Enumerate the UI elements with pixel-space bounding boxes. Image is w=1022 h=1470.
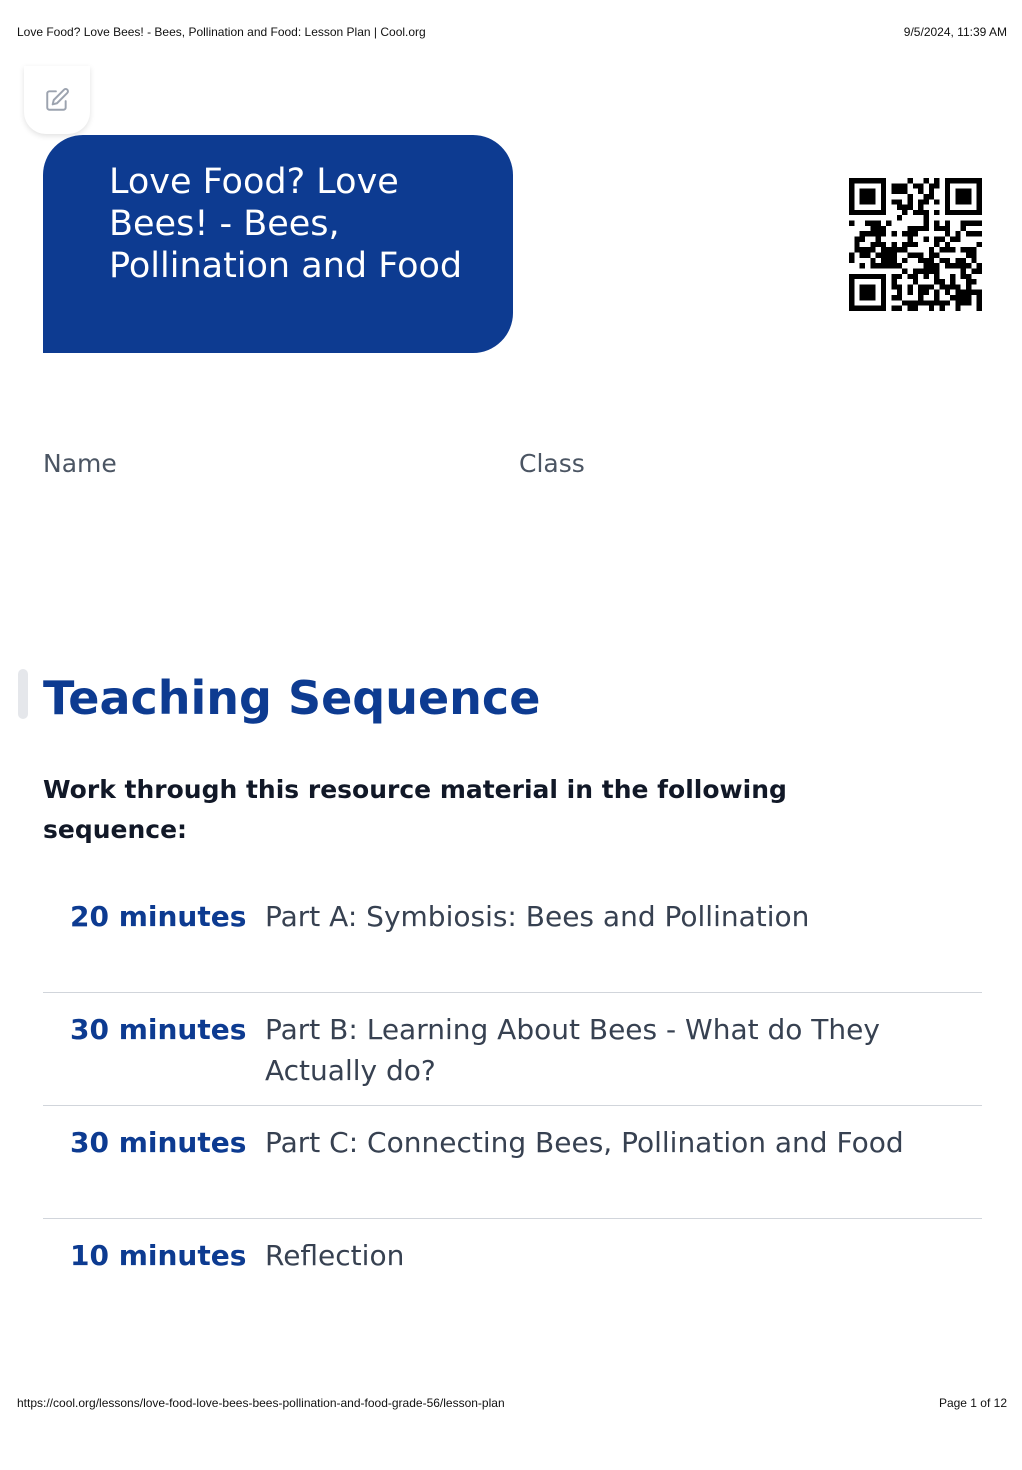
sequence-part: Part B: Learning About Bees - What do They Actually do? — [265, 1013, 880, 1087]
sequence-duration: 30 minutes — [70, 1126, 247, 1159]
edit-icon — [44, 87, 70, 113]
section-intro: Work through this resource material in the following sequence: — [43, 775, 787, 844]
print-header — [17, 25, 1007, 39]
class-label: Class — [519, 449, 585, 478]
print-datetime: 9/5/2024, 11:39 AM — [903, 25, 1007, 39]
lesson-title-banner — [43, 135, 513, 353]
sequence-row — [43, 1219, 982, 1332]
print-footer — [17, 1396, 1007, 1410]
print-url: https://cool.org/lessons/love-food-love-bees-bees-pollination-and-food-grade-56/lesson-plan — [17, 1396, 505, 1410]
sequence-part: Part A: Symbiosis: Bees and Pollination — [265, 900, 810, 933]
section-title: Teaching Sequence — [43, 671, 541, 725]
print-page-title: Love Food? Love Bees! - Bees, Pollination and Food: Lesson Plan | Cool.org — [17, 25, 426, 39]
sequence-row — [43, 993, 982, 1106]
sequence-row — [43, 1106, 982, 1219]
teaching-sequence-table — [43, 880, 982, 1332]
section-accent-bar — [18, 669, 28, 719]
sequence-part: Reflection — [265, 1239, 405, 1272]
name-label: Name — [43, 449, 117, 478]
qr-code — [849, 178, 982, 311]
sequence-duration: 20 minutes — [70, 900, 247, 933]
sequence-row — [43, 880, 982, 993]
print-page-number: Page 1 of 12 — [938, 1396, 1007, 1410]
sequence-part: Part C: Connecting Bees, Pollination and Food — [265, 1126, 904, 1159]
lesson-title: Love Food? Love Bees! - Bees, Pollination and Food — [109, 162, 463, 286]
sequence-duration: 10 minutes — [70, 1239, 247, 1272]
edit-button[interactable] — [24, 66, 90, 134]
sequence-duration: 30 minutes — [70, 1013, 247, 1046]
